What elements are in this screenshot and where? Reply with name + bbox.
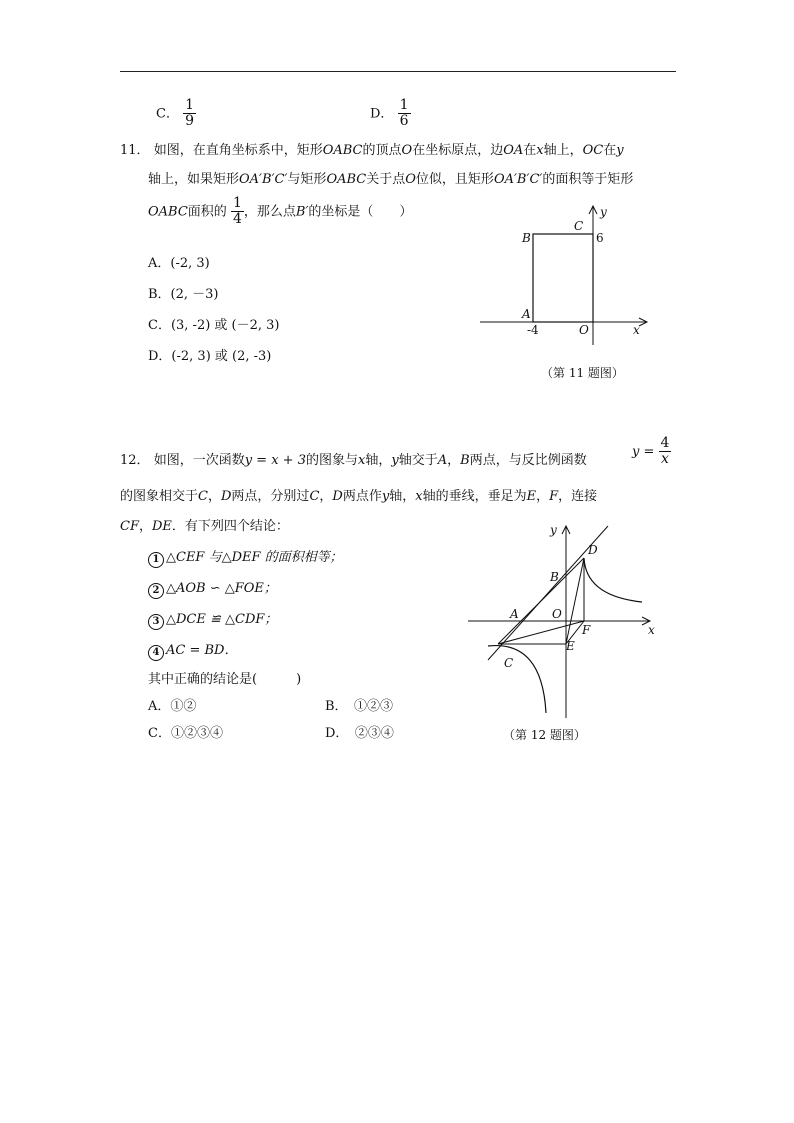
math: OABC <box>326 172 367 187</box>
math: x <box>415 489 423 504</box>
label-y: y <box>600 205 607 219</box>
circled-number: 3 <box>148 614 164 630</box>
text: ， <box>447 453 461 468</box>
math: B <box>460 453 470 468</box>
numerator: 1 <box>399 97 409 113</box>
label-f: F <box>582 623 591 637</box>
label-a: A <box>510 607 519 621</box>
q12-option-c: C．①②③④ <box>148 726 223 741</box>
text: 轴上， <box>543 143 583 158</box>
option-label: C． <box>156 106 179 122</box>
text: 与矩形 <box>287 172 327 187</box>
math: O <box>401 143 413 158</box>
math: D <box>220 489 232 504</box>
rectangle-oabc <box>533 234 593 322</box>
q11-line-1 <box>120 139 624 158</box>
text: 如图，在直角坐标系中，矩形 <box>153 143 323 158</box>
q12-line-3 <box>120 515 289 534</box>
label-neg4: -4 <box>527 323 539 337</box>
text: 的图象相交于 <box>120 489 199 504</box>
text: 轴上，如果矩形 <box>148 172 240 187</box>
q12-conclusion-4 <box>148 639 237 661</box>
numerator: 4 <box>660 435 670 451</box>
text: 两点，与反比例函数 <box>469 453 587 468</box>
q12-option-d: D． ②③④ <box>325 726 394 741</box>
q11-option-a: A．(-2, 3) <box>148 256 210 271</box>
text: 在 <box>523 143 537 158</box>
math: OA′B′C′ <box>493 172 543 187</box>
q12-inverse-function <box>632 436 671 468</box>
math: y <box>381 489 390 504</box>
math: E <box>526 489 537 504</box>
math: C <box>198 489 208 504</box>
denominator: 4 <box>232 211 242 228</box>
text: 的顶点 <box>362 143 402 158</box>
denominator: 9 <box>185 113 195 130</box>
q11-figure <box>475 200 665 345</box>
q11-line-2 <box>148 168 633 187</box>
q12-option-a: A．①② <box>148 699 197 714</box>
label-c: C <box>574 219 584 233</box>
q12-conclusion-2 <box>148 577 277 599</box>
text: 两点作 <box>342 489 382 504</box>
segment-cd <box>498 558 584 644</box>
label-c: C <box>504 656 514 670</box>
denominator: x <box>659 451 672 467</box>
label-d: D <box>588 543 598 557</box>
numerator: 1 <box>232 195 242 211</box>
q10-option-c <box>156 98 196 130</box>
q12-figure <box>462 518 662 718</box>
math: OABC <box>322 143 363 158</box>
math: F <box>549 489 559 504</box>
label-b: B <box>522 231 531 245</box>
q11-option-b: B．(2, －3) <box>148 287 219 302</box>
math: OABC <box>148 204 188 220</box>
text: 在 <box>603 143 617 158</box>
denominator: 6 <box>399 113 409 130</box>
math: x <box>357 453 366 468</box>
text: ，那么点 <box>243 204 296 220</box>
math: D <box>332 489 343 504</box>
math: OA′B′C′ <box>239 172 288 187</box>
q12-line-2 <box>120 485 597 504</box>
q11-option-d: D．(-2, 3) 或 (2, -3) <box>148 349 272 364</box>
header-rule <box>120 71 676 72</box>
math: OA <box>503 143 524 158</box>
text: 轴， <box>365 453 392 468</box>
math: y = <box>632 444 655 460</box>
text: 轴交于 <box>398 453 438 468</box>
label-o: O <box>579 323 589 337</box>
text: 的坐标是（ ） <box>308 204 413 220</box>
text: 在坐标原点，边 <box>412 143 504 158</box>
text: ， <box>319 489 333 504</box>
fraction <box>231 196 244 228</box>
text: 面积的 <box>187 204 227 220</box>
math: B′ <box>295 204 309 220</box>
q12-line-1 <box>120 449 587 468</box>
text: ．有下列四个结论： <box>171 519 289 534</box>
conclusion-text: △DCE ≌ △CDF； <box>166 612 278 627</box>
question-number: 11． <box>120 143 150 158</box>
text: 的图象与 <box>305 453 358 468</box>
label-a: A <box>522 307 531 321</box>
conclusion-text: △AOB ∽ △FOE； <box>166 581 277 596</box>
circled-number: 1 <box>148 552 164 568</box>
math: y = x + 3 <box>244 453 306 468</box>
label-e: E <box>566 639 575 653</box>
label-six: 6 <box>596 231 604 245</box>
q12-question: 其中正确的结论是( ) <box>148 672 302 687</box>
text: ， <box>207 489 221 504</box>
math: C <box>309 489 320 504</box>
text: 如图，一次函数 <box>153 453 245 468</box>
math: CF <box>120 519 139 534</box>
label-b: B <box>550 570 559 584</box>
q11-option-c: C．(3, -2) 或 (－2, 3) <box>148 318 280 333</box>
q10-option-d <box>370 98 411 130</box>
q12-figure-caption: （第 12 题图） <box>503 728 586 742</box>
hyperbola-upper-branch <box>584 558 642 602</box>
text: ，连接 <box>558 489 598 504</box>
label-x: x <box>648 623 655 637</box>
circled-number: 2 <box>148 583 164 599</box>
fraction <box>659 436 672 468</box>
math: y <box>616 143 624 158</box>
math: OC <box>582 143 604 158</box>
option-label: D． <box>370 106 394 122</box>
text: 轴， <box>389 489 416 504</box>
fraction <box>398 98 411 130</box>
label-y: y <box>550 523 557 537</box>
question-number: 12． <box>120 453 150 468</box>
math: x <box>536 143 544 158</box>
q11-figure-caption: （第 11 题图） <box>541 366 624 380</box>
hyperbola-lower-branch <box>488 646 546 713</box>
math: A <box>437 453 448 468</box>
q12-conclusion-3 <box>148 608 277 630</box>
circled-number: 4 <box>148 645 164 661</box>
q12-conclusion-1 <box>148 546 343 568</box>
label-o: O <box>552 607 562 621</box>
math: y <box>391 453 399 468</box>
math: O <box>405 172 416 187</box>
text: 两点，分别过 <box>231 489 310 504</box>
text: 轴的垂线，垂足为 <box>422 489 527 504</box>
text: ， <box>138 519 152 534</box>
conclusion-text: AC = BD． <box>166 643 238 658</box>
fraction <box>183 98 196 130</box>
text: 的面积等于矩形 <box>542 172 634 187</box>
q12-option-b: B． ①②③ <box>325 699 394 714</box>
numerator: 1 <box>185 97 195 113</box>
text: 位似，且矩形 <box>415 172 494 187</box>
conclusion-text: △CEF 与△DEF 的面积相等； <box>166 550 343 565</box>
label-x: x <box>633 323 640 337</box>
math: DE <box>151 519 172 534</box>
text: 关于点 <box>366 172 406 187</box>
q11-line-3 <box>148 196 412 228</box>
text: ， <box>536 489 550 504</box>
